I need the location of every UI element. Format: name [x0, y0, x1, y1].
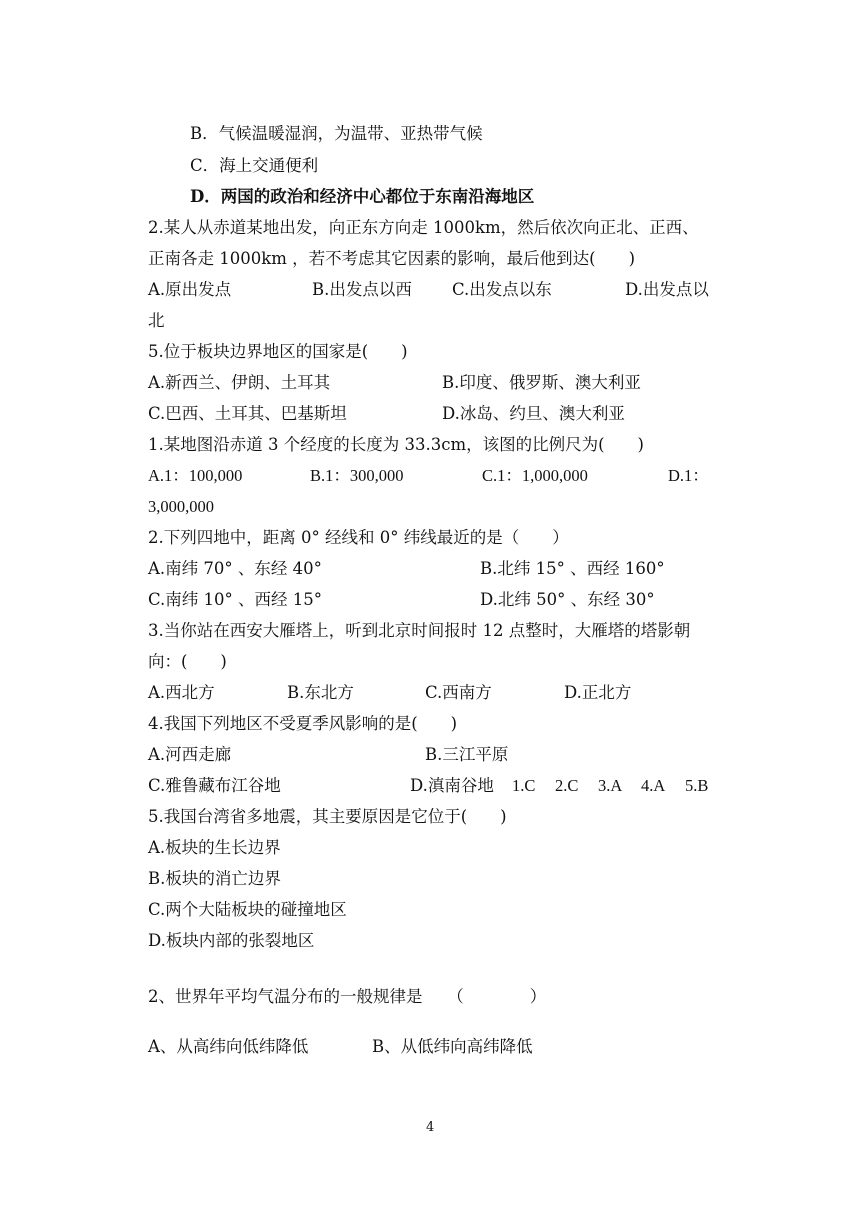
q5b-option-b: B.板块的消亡边界 — [148, 869, 281, 888]
question-4-monsoon: 4.我国下列地区不受夏季风影响的是( ) — [148, 714, 458, 733]
answer-3: 3.A — [598, 776, 623, 795]
question-3-line1: 3.当你站在西安大雁塔上，听到北京时间报时 12 点整时，大雁塔的塔影朝 — [148, 621, 691, 640]
page-number: 4 — [426, 1120, 435, 1135]
q3-option-d: D.正北方 — [564, 683, 632, 702]
answer-4: 4.A — [641, 776, 666, 795]
answer-1: 1.C — [512, 776, 536, 795]
answer-5: 5.B — [685, 776, 709, 795]
q3-option-b: B.东北方 — [287, 683, 354, 702]
q3-option-c: C.西南方 — [425, 683, 492, 702]
q3-option-a: A.西北方 — [148, 683, 215, 702]
q1-option-d: D.1： — [668, 466, 709, 485]
q4-option-d: D.滇南谷地 — [410, 776, 494, 795]
question-3-line2: 向：( ) — [148, 652, 227, 671]
q5-option-a: A.新西兰、伊朗、土耳其 — [148, 373, 331, 392]
q1-option-b: B.1：300,000 — [310, 466, 404, 485]
q1-option-c: C.1：1,000,000 — [482, 466, 588, 485]
question-2-coordinates: 2.下列四地中，距离 0° 经线和 0° 纬线最近的是（ ） — [148, 528, 569, 547]
q2-option-a: A.原出发点 — [148, 280, 232, 299]
q2b-option-c: C.南纬 10° 、西经 15° — [148, 590, 323, 609]
q4-option-c: C.雅鲁藏布江谷地 — [148, 776, 281, 795]
q5b-option-d: D.板块内部的张裂地区 — [148, 931, 315, 950]
question-temperature: 2、世界年平均气温分布的一般规律是 （ ） — [148, 987, 547, 1006]
q1-option-a: A.1：100,000 — [148, 466, 243, 485]
q2-option-b: B.出发点以西 — [312, 280, 412, 299]
q2-option-d-tail: 北 — [148, 311, 165, 330]
question-2-line2: 正南各走 1000km ，若不考虑其它因素的影响，最后他到达( ) — [148, 249, 635, 268]
question-5-plate: 5.位于板块边界地区的国家是( ) — [148, 342, 408, 361]
q2-option-d: D.出发点以 — [625, 280, 709, 299]
option-d-centers: D．两国的政治和经济中心都位于东南沿海地区 — [190, 187, 535, 206]
q4-option-a: A.河西走廊 — [148, 745, 232, 764]
qt-option-b: B、从低纬向高纬降低 — [372, 1037, 533, 1056]
q5b-option-c: C.两个大陆板块的碰撞地区 — [148, 900, 347, 919]
q1-option-d-tail: 3,000,000 — [148, 497, 214, 516]
q4-option-b: B.三江平原 — [425, 745, 509, 764]
q2-option-c: C.出发点以东 — [452, 280, 552, 299]
q5-option-d: D.冰岛、约旦、澳大利亚 — [442, 404, 625, 423]
q2b-option-a: A.南纬 70° 、东经 40° — [148, 559, 322, 578]
q5-option-b: B.印度、俄罗斯、澳大利亚 — [442, 373, 641, 392]
q5-option-c: C.巴西、土耳其、巴基斯坦 — [148, 404, 347, 423]
answer-2: 2.C — [555, 776, 579, 795]
q2b-option-b: B.北纬 15° 、西经 160° — [480, 559, 665, 578]
option-b-climate: B．气候温暖湿润，为温带、亚热带气候 — [190, 124, 483, 143]
question-2-line1: 2.某人从赤道某地出发，向正东方向走 1000km，然后依次向正北、正西、 — [148, 218, 699, 237]
qt-option-a: A、从高纬向低纬降低 — [148, 1037, 309, 1056]
question-1-scale: 1.某地图沿赤道 3 个经度的长度为 33.3cm，该图的比例尺为( ) — [148, 435, 644, 454]
q2b-option-d: D.北纬 50° 、东经 30° — [480, 590, 655, 609]
q5b-option-a: A.板块的生长边界 — [148, 838, 281, 857]
question-5-taiwan: 5.我国台湾省多地震，其主要原因是它位于( ) — [148, 807, 507, 826]
option-c-transport: C．海上交通便利 — [190, 156, 319, 175]
